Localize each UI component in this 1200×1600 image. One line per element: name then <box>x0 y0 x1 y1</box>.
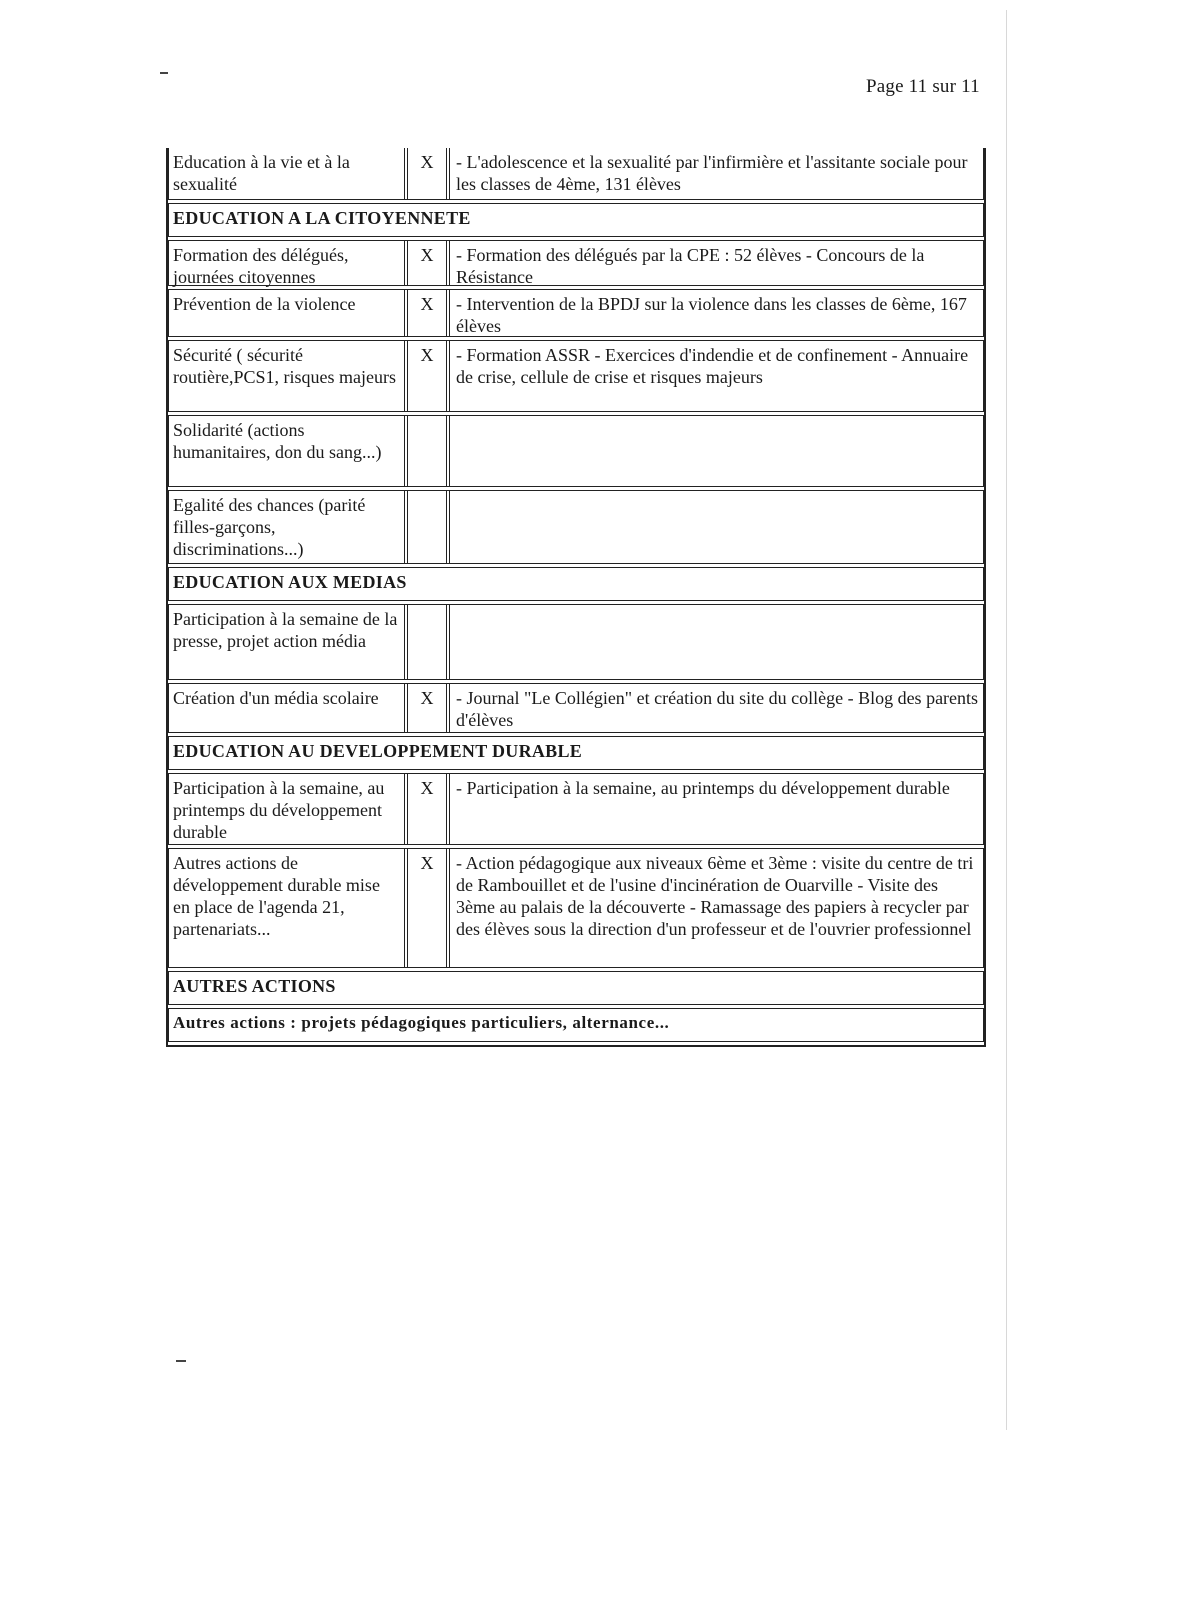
action-mark: X <box>407 241 447 285</box>
action-mark: X <box>407 774 447 844</box>
action-label: Education à la vie et à la sexualité <box>169 148 405 199</box>
action-detail: - Formation des délégués par la CPE : 52 élèves - Concours de la Résistance <box>449 241 983 285</box>
section-heading: EDUCATION AU DEVELOPPEMENT DURABLE <box>168 736 984 770</box>
action-label: Solidarité (actions humanitaires, don du sang...) <box>169 416 405 486</box>
table-row <box>168 848 984 968</box>
actions-table <box>166 148 986 1047</box>
table-row <box>168 340 984 412</box>
action-detail: - Intervention de la BPDJ sur la violence dans les classes de 6ème, 167 élèves <box>449 290 983 336</box>
right-scan-edge <box>1006 10 1007 1430</box>
action-mark: X <box>407 290 447 336</box>
table-row <box>168 148 984 200</box>
table-row <box>168 683 984 733</box>
action-label: Participation à la semaine, au printemps du développement durable <box>169 774 405 844</box>
page-number: Page 11 sur 11 <box>866 76 980 97</box>
section-heading: AUTRES ACTIONS <box>168 971 984 1005</box>
table-row <box>168 490 984 564</box>
action-label: Participation à la semaine de la presse, projet action média <box>169 605 405 679</box>
action-label: Formation des délégués, journées citoyennes <box>169 241 405 285</box>
action-detail <box>449 491 983 563</box>
scan-speck <box>176 1360 186 1362</box>
action-mark: X <box>407 684 447 732</box>
action-detail <box>449 416 983 486</box>
action-mark <box>407 416 447 486</box>
table-row <box>168 289 984 337</box>
action-mark <box>407 491 447 563</box>
action-label: Prévention de la violence <box>169 290 405 336</box>
action-mark <box>407 605 447 679</box>
action-detail: - L'adolescence et la sexualité par l'infirmière et l'assitante sociale pour les classes de 4ème, 131 élèves <box>449 148 983 199</box>
action-detail <box>449 605 983 679</box>
table-row <box>168 773 984 845</box>
action-detail: - Formation ASSR - Exercices d'indendie et de confinement - Annuaire de crise, cellule de crise et risques majeurs <box>449 341 983 411</box>
action-detail: - Action pédagogique aux niveaux 6ème et 3ème : visite du centre de tri de Rambouillet et de l'usine d'incinération de Ouarville - Visite des 3ème au palais de la découverte - Ramassage des papiers à recycler par des élèves sous la direction d'un professeur et de l'ouvrier professionnel <box>449 849 983 967</box>
action-detail: - Journal "Le Collégien" et création du site du collège - Blog des parents d'élèves <box>449 684 983 732</box>
action-mark: X <box>407 148 447 199</box>
table-row <box>168 240 984 286</box>
action-label: Egalité des chances (parité filles-garçons, discriminations...) <box>169 491 405 563</box>
table-row <box>168 604 984 680</box>
action-detail: - Participation à la semaine, au printemps du développement durable <box>449 774 983 844</box>
action-label: Création d'un média scolaire <box>169 684 405 732</box>
action-label: Sécurité ( sécurité routière,PCS1, risques majeurs <box>169 341 405 411</box>
scan-speck <box>160 72 168 74</box>
action-mark: X <box>407 341 447 411</box>
section-heading: EDUCATION AUX MEDIAS <box>168 567 984 601</box>
section-heading: EDUCATION A LA CITOYENNETE <box>168 203 984 237</box>
action-label: Autres actions de développement durable mise en place de l'agenda 21, partenariats... <box>169 849 405 967</box>
table-row <box>168 415 984 487</box>
section-heading: Autres actions : projets pédagogiques particuliers, alternance... <box>168 1008 984 1042</box>
action-mark: X <box>407 849 447 967</box>
